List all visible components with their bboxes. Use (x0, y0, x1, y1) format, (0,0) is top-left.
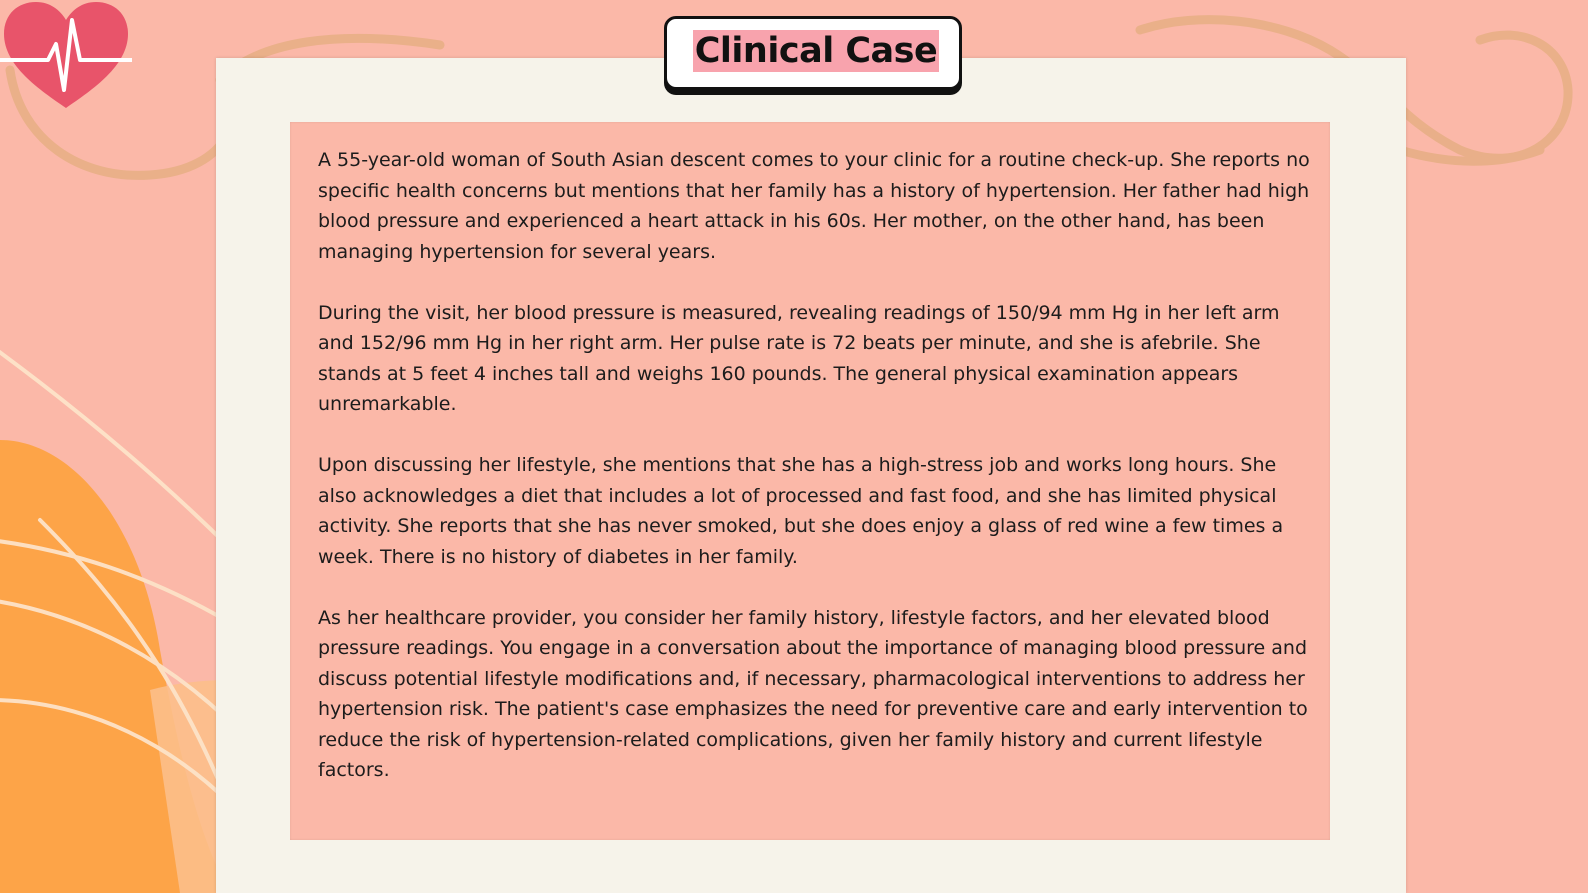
title-box (664, 16, 962, 90)
page-title: Clinical Case (694, 31, 938, 71)
paragraph-vitals: During the visit, her blood pressure is measured, revealing readings of 150/94 mm Hg in her left arm and 152/96 mm Hg in her right arm. Her pulse rate is 72 beats per minute, and she is afebrile. She stands at 5 feet 4 inches tall and weighs 160 pounds. The general physical examination appears unremarkable. (318, 301, 1280, 415)
case-description (318, 145, 1318, 816)
paragraph-intro: A 55-year-old woman of South Asian descent comes to your clinic for a routine check-up. She reports no specific health concerns but mentions that her family has a history of hypertension. Her father had high blood pressure and experienced a heart attack in his 60s. Her mother, on the other hand, has been managing hypertension for several years. (318, 149, 1310, 263)
paragraph-plan: As her healthcare provider, you consider her family history, lifestyle factors, and her elevated blood pressure readings. You engage in a conversation about the importance of managing blood pressure and discuss potential lifestyle modifications and, if necessary, pharmacological interventions to address her hypertension risk. The patient's case emphasizes the need for preventive care and early intervention to reduce the risk of hypertension-related complications, given her family history and current lifestyle factors. (318, 606, 1308, 781)
paragraph-lifestyle: Upon discussing her lifestyle, she mentions that she has a high-stress job and works long hours. She also acknowledges a diet that includes a lot of processed and fast food, and she has limited physical activity. She reports that she has never smoked, but she does enjoy a glass of red wine a few times a week. There is no history of diabetes in her family. (318, 454, 1284, 568)
heart-pulse-icon (0, 0, 132, 112)
